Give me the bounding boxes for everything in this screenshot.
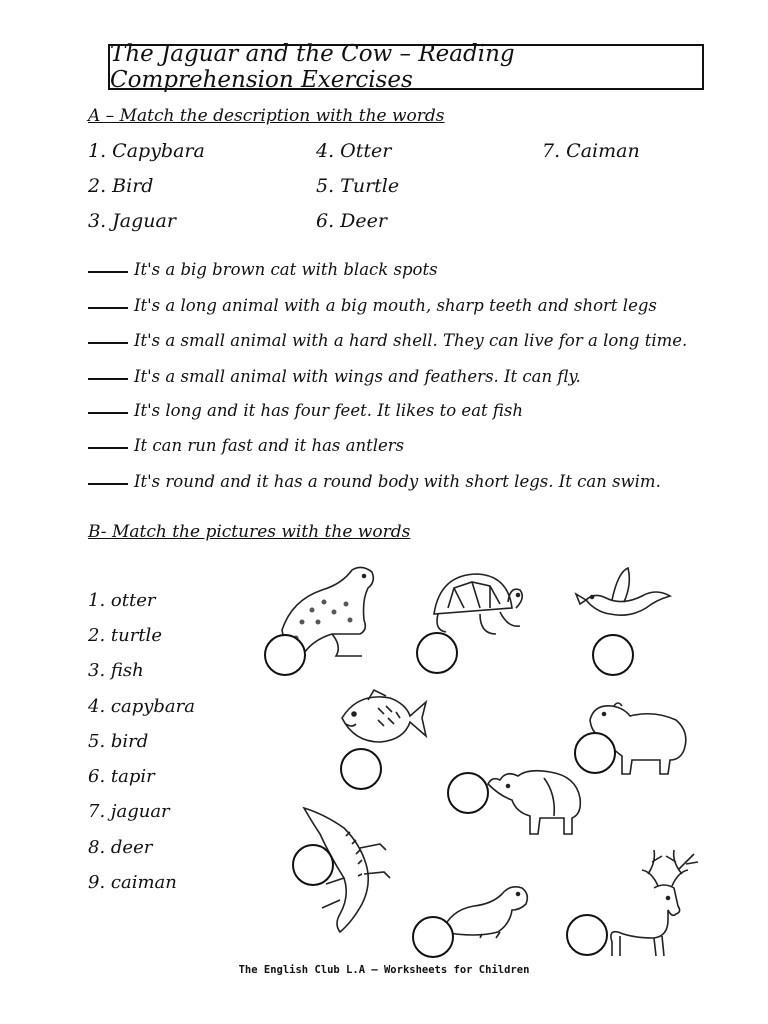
answer-blank[interactable]: [88, 271, 128, 273]
worksheet-title: The Jaguar and the Cow – Reading Comprehension Exercises: [108, 44, 704, 90]
description-text: It's a big brown cat with black spots: [134, 260, 438, 279]
picture-word-fish: 3. fish: [88, 660, 144, 681]
answer-circle-bird[interactable]: [592, 634, 634, 676]
section-a-heading: A – Match the description with the words: [88, 106, 445, 126]
description-text: It's long and it has four feet. It likes to eat fish: [134, 401, 524, 420]
description-line: [88, 260, 438, 279]
picture-word-caiman: 9. caiman: [88, 872, 177, 893]
word-turtle: 5. Turtle: [316, 175, 400, 197]
description-line: [88, 367, 581, 386]
answer-circle-caiman[interactable]: [292, 844, 334, 886]
description-line: [88, 472, 661, 491]
answer-circle-deer[interactable]: [566, 914, 608, 956]
answer-circle-turtle[interactable]: [416, 632, 458, 674]
fish-picture: [334, 686, 430, 750]
description-text: It's a small animal with wings and feathers. It can fly.: [134, 367, 581, 386]
description-text: It's round and it has a round body with short legs. It can swim.: [134, 472, 661, 491]
deer-picture: [598, 846, 704, 958]
answer-blank[interactable]: [88, 483, 128, 485]
description-line: [88, 331, 687, 350]
word-capybara: 1. Capybara: [88, 140, 205, 162]
picture-word-tapir: 6. tapir: [88, 766, 155, 787]
answer-blank[interactable]: [88, 342, 128, 344]
answer-circle-jaguar[interactable]: [264, 634, 306, 676]
picture-word-capybara: 4. capybara: [88, 696, 195, 717]
answer-circle-tapir[interactable]: [447, 772, 489, 814]
word-caiman: 7. Caiman: [542, 140, 640, 162]
description-text: It's a long animal with a big mouth, sharp teeth and short legs: [134, 296, 657, 315]
tapir-picture: [484, 764, 586, 840]
picture-word-deer: 8. deer: [88, 837, 153, 858]
picture-word-jaguar: 7. jaguar: [88, 801, 170, 822]
answer-circle-fish[interactable]: [340, 748, 382, 790]
description-line: [88, 436, 404, 455]
description-text: It's a small animal with a hard shell. They can live for a long time.: [134, 331, 688, 350]
answer-blank[interactable]: [88, 447, 128, 449]
answer-blank[interactable]: [88, 412, 128, 414]
picture-word-bird: 5. bird: [88, 731, 149, 752]
description-line: [88, 401, 523, 420]
word-deer: 6. Deer: [316, 210, 387, 232]
section-b-heading: B- Match the pictures with the words: [88, 522, 411, 542]
answer-blank[interactable]: [88, 378, 128, 380]
bird-picture: [566, 566, 674, 636]
answer-circle-otter[interactable]: [412, 916, 454, 958]
answer-blank[interactable]: [88, 307, 128, 309]
footer-credit: The English Club L.A – Worksheets for Children: [238, 964, 530, 976]
picture-word-otter: 1. otter: [88, 590, 156, 611]
description-text: It can run fast and it has antlers: [134, 436, 405, 455]
word-bird: 2. Bird: [88, 175, 154, 197]
picture-word-turtle: 2. turtle: [88, 625, 162, 646]
word-jaguar: 3. Jaguar: [88, 210, 176, 232]
description-line: [88, 296, 657, 315]
word-otter: 4. Otter: [316, 140, 392, 162]
